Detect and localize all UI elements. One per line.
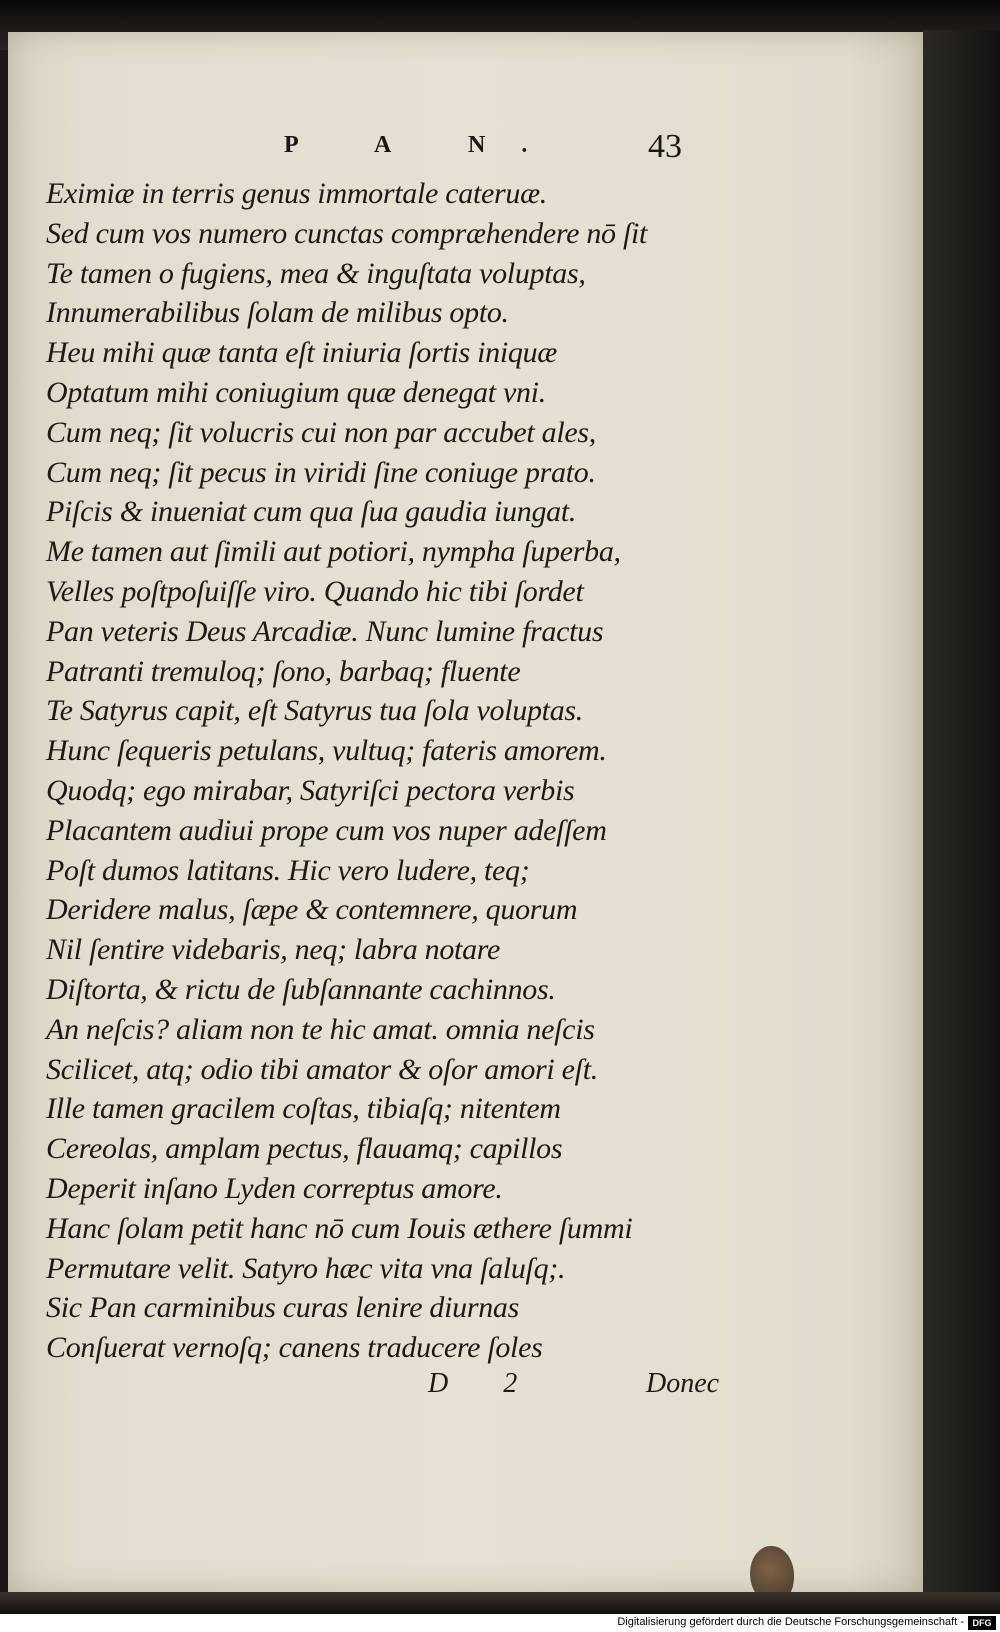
verse-line: Sic Pan carminibus curas lenire diurnas bbox=[46, 1291, 519, 1325]
verse-line: Piſcis & inueniat cum qua ſua gaudia iungat. bbox=[46, 495, 577, 529]
verse-line: Quodq; ego mirabar, Satyriſci pectora verbis bbox=[46, 773, 575, 807]
verse-line: Te tamen o fugiens, mea & inguſtata voluptas, bbox=[46, 256, 586, 290]
catchword: Donec bbox=[646, 1368, 720, 1399]
verse-line: Heu mihi quæ tanta eſt iniuria ſortis iniquæ bbox=[46, 336, 557, 370]
verse-line: Sed cum vos numero cunctas compræhendere nō ſit bbox=[46, 216, 648, 250]
verse-line: Nil ſentire videbaris, neq; labra notare bbox=[46, 933, 501, 967]
page-footer bbox=[8, 1368, 923, 1408]
verse-line: Pan veteris Deus Arcadiæ. Nunc lumine fractus bbox=[46, 614, 604, 648]
verse-line: Velles poſtpoſuiſſe viro. Quando hic tibi ſordet bbox=[46, 574, 584, 608]
verse-line: Innumerabilibus ſolam de milibus opto. bbox=[46, 296, 509, 330]
scan-right-border bbox=[923, 30, 1000, 1620]
verse-line: Cum neq; ſit volucris cui non par accubet ales, bbox=[46, 415, 596, 449]
verse-line: An neſcis? aliam non te hic amat. omnia neſcis bbox=[46, 1012, 595, 1046]
book-page bbox=[8, 32, 923, 1592]
verse-line: Patranti tremuloq; ſono, barbaq; fluente bbox=[46, 654, 521, 688]
verse-line: Poſt dumos latitans. Hic vero ludere, teq; bbox=[46, 853, 530, 887]
running-head: P A N. bbox=[284, 132, 564, 158]
verse-line: Deridere malus, ſæpe & contemnere, quorum bbox=[46, 893, 578, 927]
verse-line: Cereolas, amplam pectus, flauamq; capillos bbox=[46, 1132, 563, 1166]
verse-line: Hanc ſolam petit hanc nō cum Iouis æthere ſummi bbox=[46, 1211, 633, 1245]
verse-line: Cum neq; ſit pecus in viridi ſine coniuge prato. bbox=[46, 455, 596, 489]
page-header bbox=[8, 128, 923, 168]
verse-line: Diſtorta, & rictu de ſubſannante cachinnos. bbox=[46, 972, 556, 1006]
verse-line: Permutare velit. Satyro hæc vita vna ſaluſq;. bbox=[46, 1251, 566, 1285]
verse-line: Ille tamen gracilem coſtas, tibiaſq; nitentem bbox=[46, 1092, 561, 1126]
verse-text bbox=[46, 174, 906, 1368]
verse-line: Eximiæ in terris genus immortale cateruæ. bbox=[46, 177, 547, 210]
verse-line: Conſuerat vernoſq; canens traducere ſoles bbox=[46, 1331, 543, 1365]
verse-line: Optatum mihi coniugium quæ denegat vni. bbox=[46, 375, 546, 409]
funding-footer bbox=[0, 1614, 1000, 1632]
verse-line: Placantem audiui prope cum vos nuper adeſſem bbox=[46, 813, 607, 847]
page-number: 43 bbox=[648, 128, 682, 165]
verse-line: Hunc ſequeris petulans, vultuq; fateris amorem. bbox=[46, 734, 607, 768]
signature-mark: D 2 bbox=[428, 1368, 542, 1399]
verse-line: Te Satyrus capit, eſt Satyrus tua ſola voluptas. bbox=[46, 694, 583, 728]
funding-note: Digitalisierung gefördert durch die Deutsche Forschungsgemeinschaft - bbox=[617, 1616, 964, 1628]
dfg-logo: DFG bbox=[968, 1616, 996, 1630]
verse-line: Deperit inſano Lyden correptus amore. bbox=[46, 1171, 503, 1205]
verse-line: Scilicet, atq; odio tibi amator & oſor amori eſt. bbox=[46, 1052, 598, 1086]
scan-bottom-border bbox=[0, 1592, 1000, 1614]
verse-line: Me tamen aut ſimili aut potiori, nympha ſuperba, bbox=[46, 535, 621, 569]
